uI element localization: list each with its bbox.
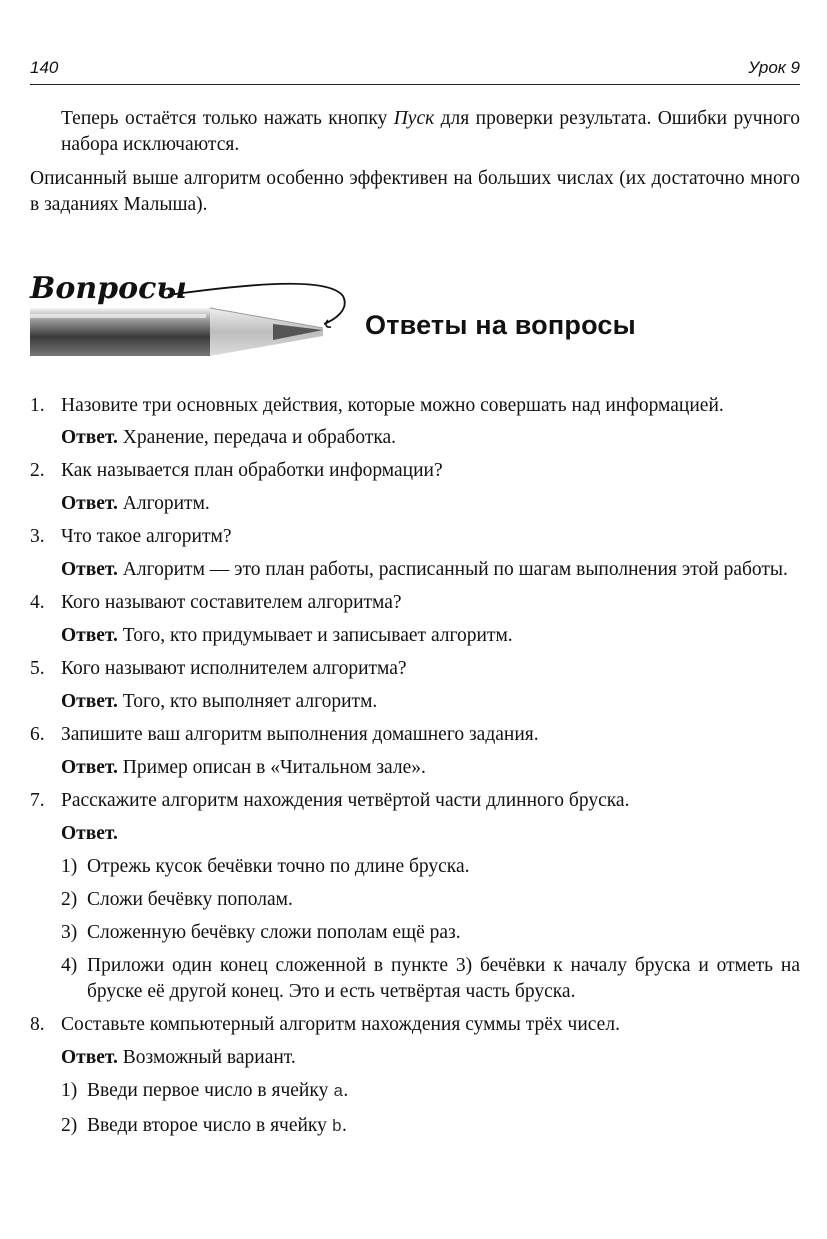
question-5: 5. Кого называют исполнителем алгоритма? <box>30 658 407 679</box>
question-8: 8. Составьте компьютерный алгоритм нахождения суммы трёх чисел. <box>30 1014 620 1035</box>
answer-6: Ответ. Пример описан в «Читальном зале». <box>61 757 426 778</box>
question-2: 2. Как называется план обработки информации? <box>30 460 443 481</box>
intro-paragraph-2: Описанный выше алгоритм особенно эффективен на больших числах (их достаточно много в заданиях Малыша). <box>30 168 800 215</box>
cell-b: b <box>331 1118 342 1137</box>
q8-step-2: 2) Введи второе число в ячейку b. <box>61 1115 347 1137</box>
answer-8: Ответ. Возможный вариант. <box>61 1047 296 1068</box>
q7-step-4: 4) Приложи один конец сложенной в пункте 3) бечёвки к началу бруска и отметь на бруске её другой конец. Это и есть четвёртая часть бруска. <box>61 955 800 1002</box>
answer-2: Ответ. Алгоритм. <box>61 493 210 514</box>
section-title: Ответы на вопросы <box>365 310 636 340</box>
question-6: 6. Запишите ваш алгоритм выполнения домашнего задания. <box>30 724 539 745</box>
question-1: 1. Назовите три основных действия, которые можно совершать над информацией. <box>30 395 724 416</box>
answer-7: Ответ. <box>61 823 118 844</box>
running-header <box>30 58 800 85</box>
pusk-button-name: Пуск <box>393 108 435 129</box>
answer-5: Ответ. Того, кто выполняет алгоритм. <box>61 691 378 712</box>
cell-a: a <box>333 1083 344 1102</box>
q7-step-3: 3) Сложенную бечёвку сложи пополам ещё раз. <box>61 922 461 943</box>
question-7: 7. Расскажите алгоритм нахождения четвёртой части длинного бруска. <box>30 790 630 811</box>
q8-step-1: 1) Введи первое число в ячейку a. <box>61 1080 349 1102</box>
q7-step-2: 2) Сложи бечёвку пополам. <box>61 889 293 910</box>
question-4: 4. Кого называют составителем алгоритма? <box>30 592 402 613</box>
answer-4: Ответ. Того, кто придумывает и записывает алгоритм. <box>61 625 513 646</box>
question-3: 3. Что такое алгоритм? <box>30 526 232 547</box>
intro-paragraph-1: Теперь остаётся только нажать кнопку Пуск для проверки результата. Ошибки ручного набора исключаются. <box>61 108 800 155</box>
script-label: Вопросы <box>30 271 187 306</box>
q7-step-1: 1) Отрежь кусок бечёвки точно по длине бруска. <box>61 856 470 877</box>
qa-list <box>30 393 800 1141</box>
answer-1: Ответ. Хранение, передача и обработка. <box>61 427 397 448</box>
answer-3: Ответ. Алгоритм — это план работы, расписанный по шагам выполнения этой работы. <box>61 559 788 580</box>
chapter-label: Урок 9 <box>748 58 800 77</box>
page-number: 140 <box>30 58 59 77</box>
